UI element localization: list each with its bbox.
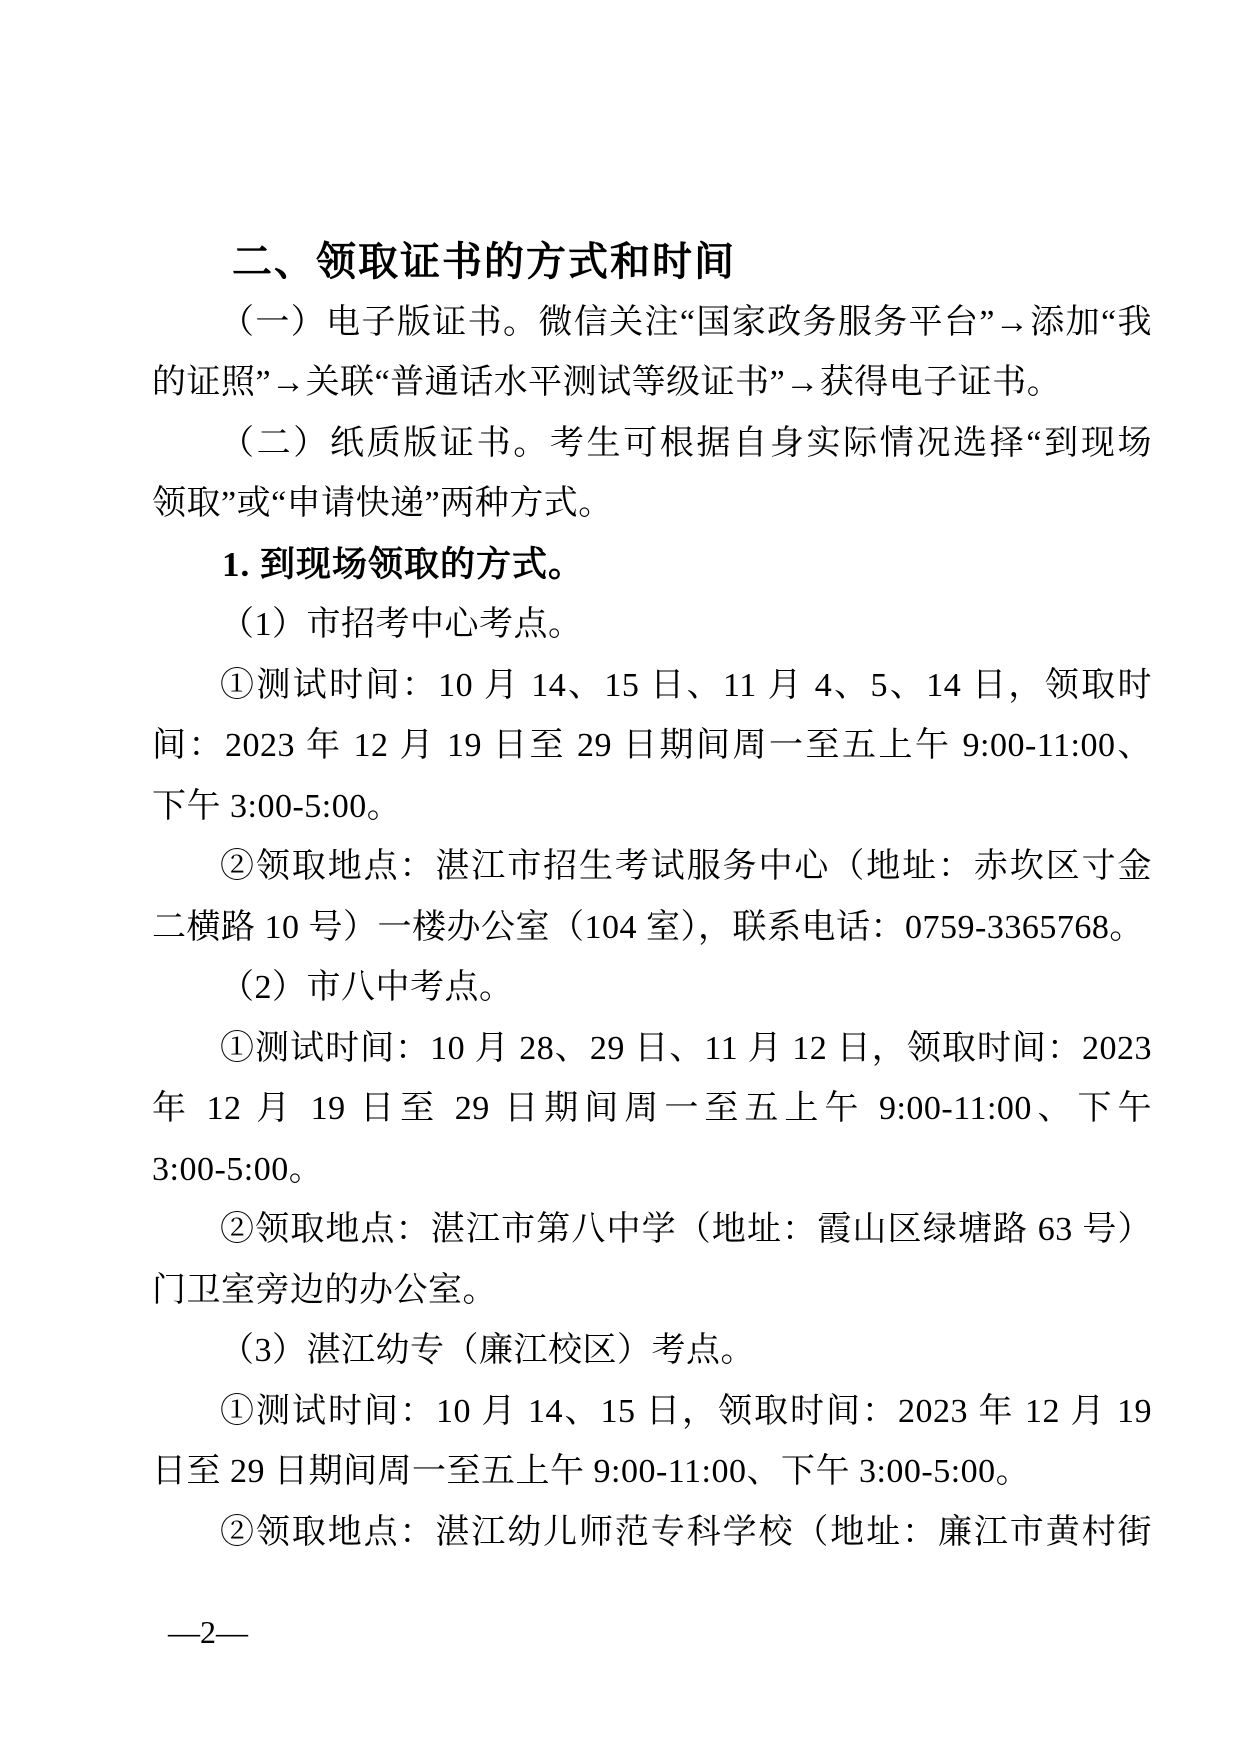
paragraph-line: 年 12 月 19 日至 29 日期间周一至五上午 9:00-11:00、下午 [152, 1090, 1152, 1127]
paragraph-line: （3）湛江幼专（廉江校区）考点。 [220, 1332, 755, 1369]
paragraph-line: 3:00-5:00。 [152, 1150, 324, 1188]
paragraph-line: （一）电子版证书。微信关注“国家政务服务平台”→添加“我 [220, 303, 1152, 341]
paragraph-line: 下午 3:00-5:00。 [152, 787, 402, 825]
paragraph-line: ②领取地点：湛江幼儿师范专科学校（地址：廉江市黄村街 [220, 1513, 1152, 1551]
section-heading: 二、领取证书的方式和时间 [232, 240, 736, 284]
paragraph-line: 的证照”→关联“普通话水平测试等级证书”→获得电子证书。 [152, 364, 1062, 401]
paragraph-line: 领取”或“申请快递”两种方式。 [152, 485, 613, 522]
page-number: —2— [168, 1614, 248, 1650]
paragraph-line: ①测试时间：10 月 14、15 日，领取时间：2023 年 12 月 19 [220, 1392, 1152, 1430]
paragraph-line: ②领取地点：湛江市招生考试服务中心（地址：赤坎区寸金 [220, 848, 1152, 885]
paragraph-line: 日至 29 日期间周一至五上午 9:00-11:00、下午 3:00-5:00。 [152, 1453, 1031, 1490]
paragraph-line: （二）纸质版证书。考生可根据自身实际情况选择“到现场 [220, 424, 1152, 462]
document-body [152, 232, 1152, 1563]
paragraph-line: （2）市八中考点。 [220, 969, 514, 1006]
paragraph-line: 间：2023 年 12 月 19 日至 29 日期间周一至五上午 9:00-11:00、 [152, 727, 1152, 764]
paragraph-line: ①测试时间：10 月 14、15 日、11 月 4、5、14 日，领取时 [220, 666, 1152, 704]
paragraph-line: （1）市招考中心考点。 [220, 606, 583, 643]
paragraph-line: ②领取地点：湛江市第八中学（地址：霞山区绿塘路 63 号） [220, 1211, 1152, 1248]
subsection-heading: 1. 到现场领取的方式。 [222, 544, 585, 584]
paragraph-line: ①测试时间：10 月 28、29 日、11 月 12 日，领取时间：2023 [220, 1029, 1152, 1067]
paragraph-line: 门卫室旁边的办公室。 [152, 1271, 497, 1309]
paragraph-line: 二横路 10 号）一楼办公室（104 室），联系电话：0759-3365768。 [152, 908, 1144, 946]
